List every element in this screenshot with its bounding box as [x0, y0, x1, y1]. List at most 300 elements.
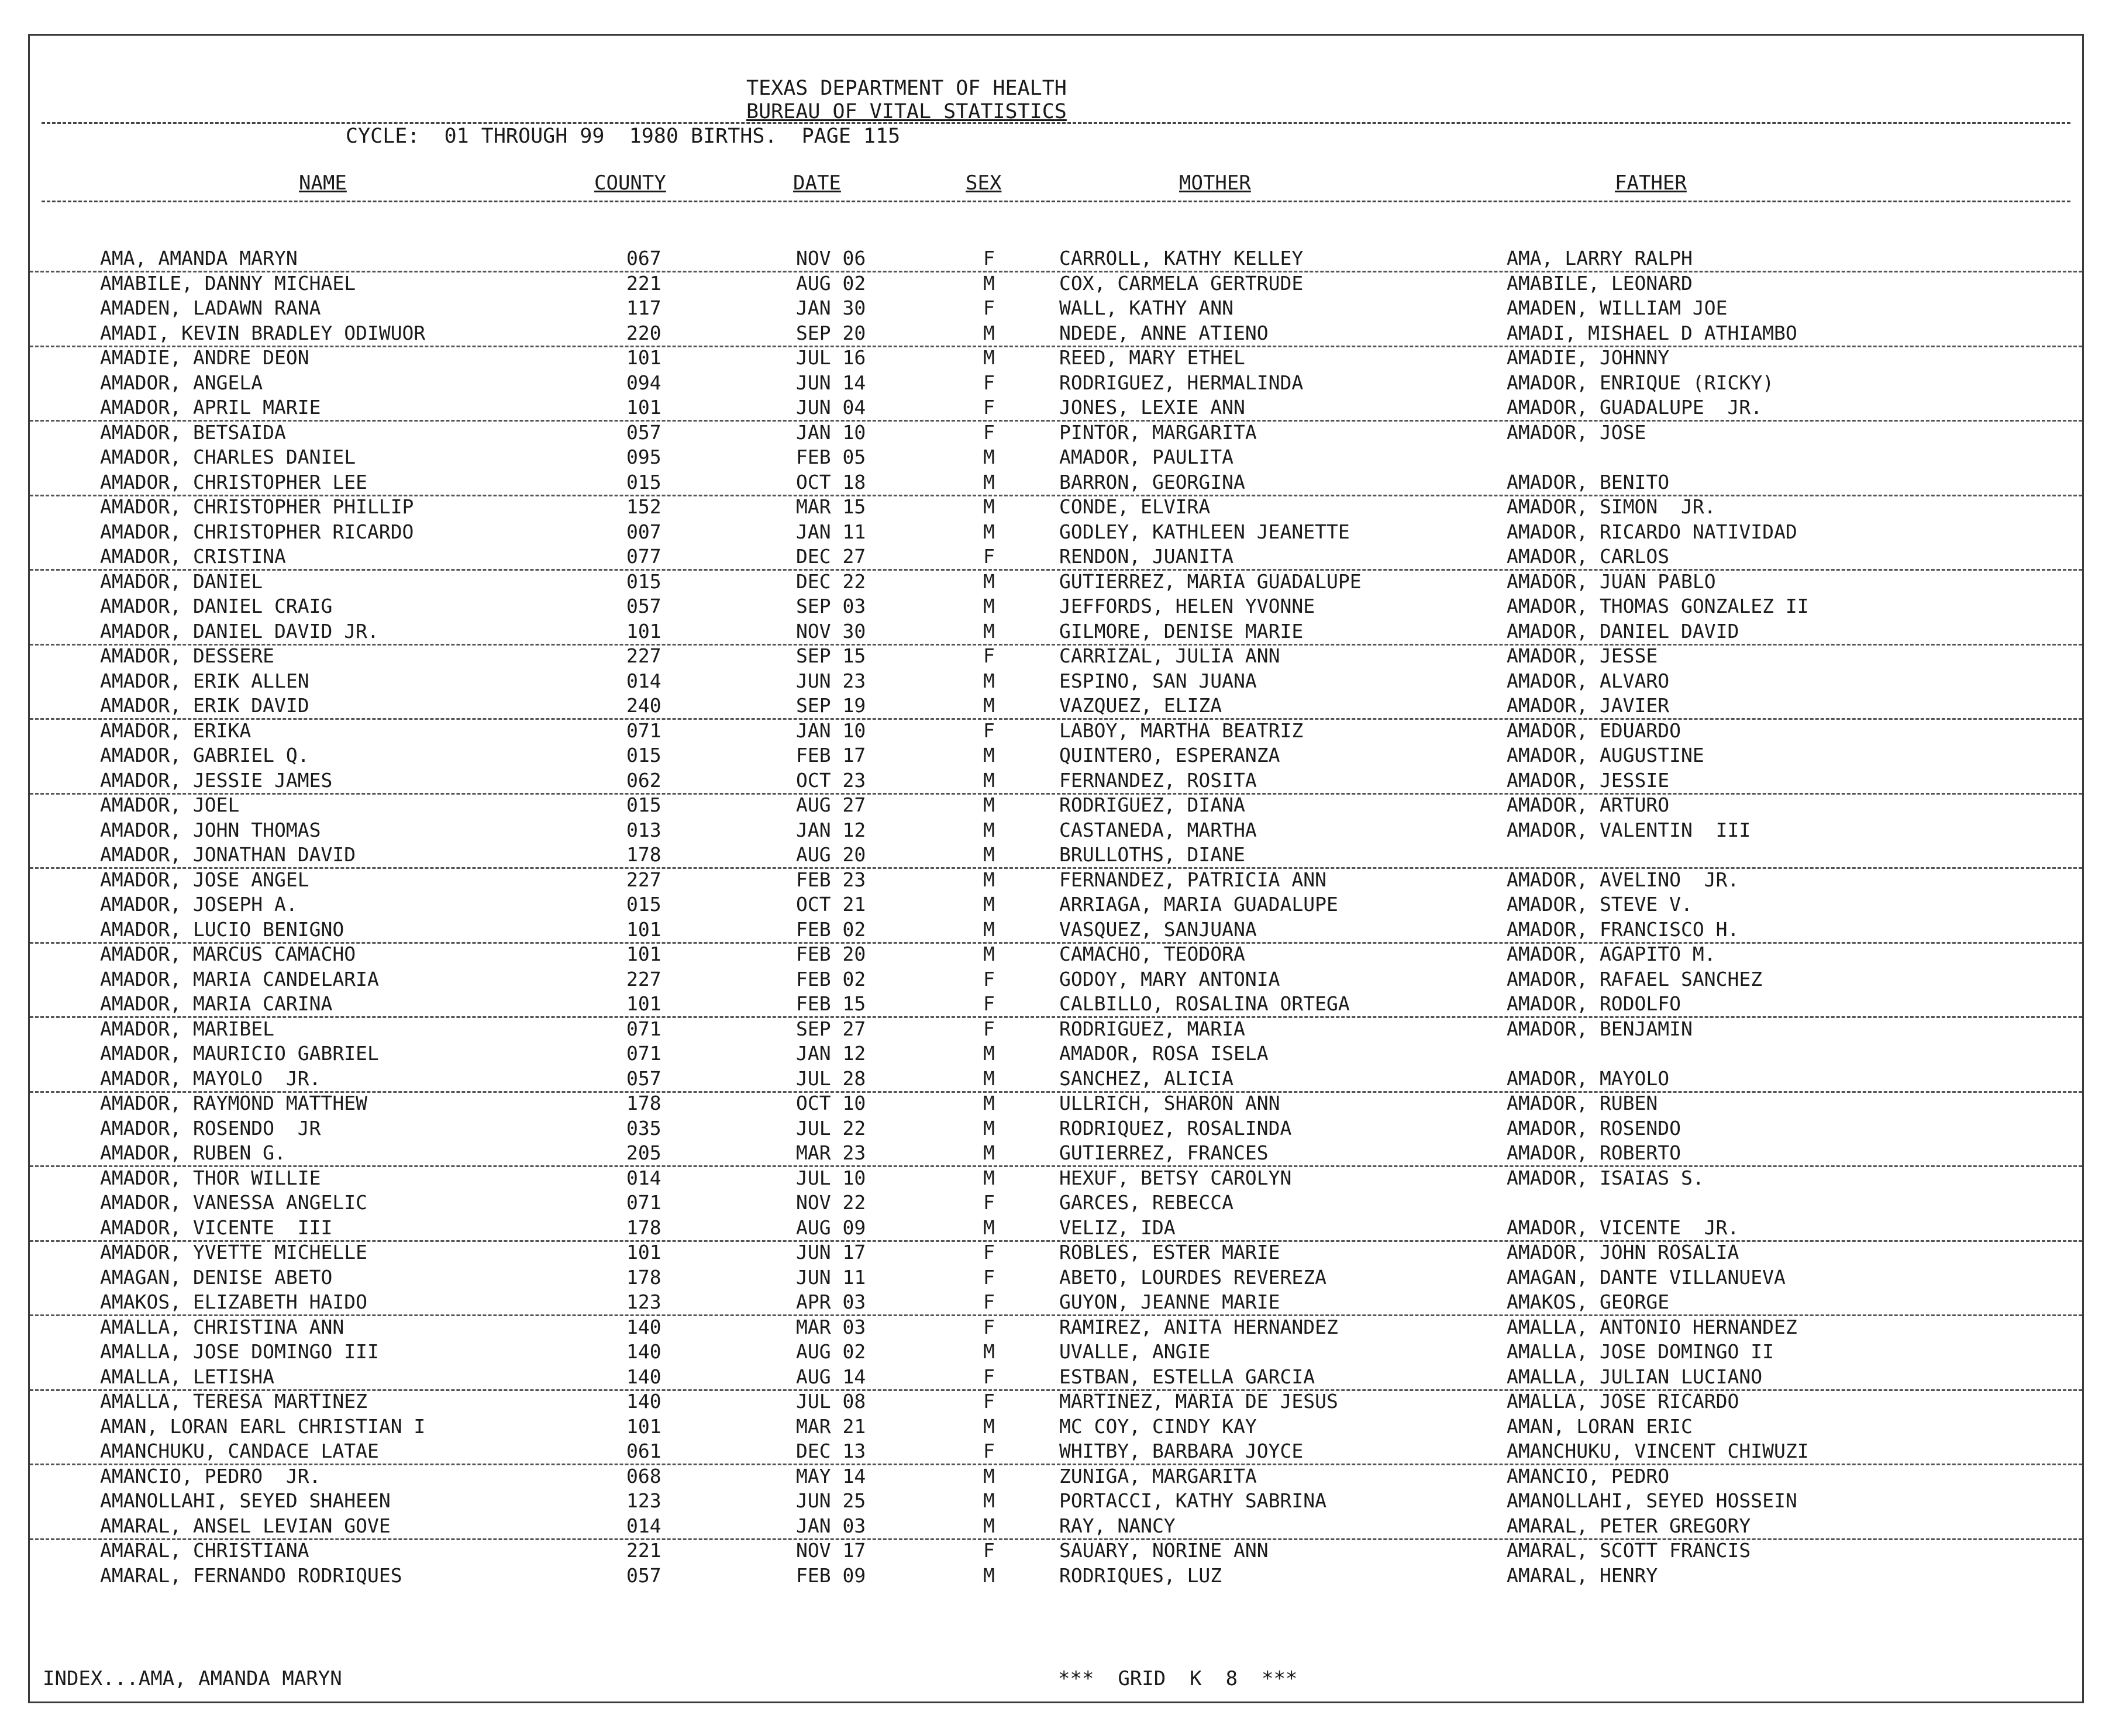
cell-name: AMADOR, ERIK ALLEN: [100, 669, 309, 692]
table-row: [30, 868, 2082, 892]
cell-name: AMADOR, CHARLES DANIEL: [100, 446, 356, 468]
cell-county: 178: [626, 1216, 661, 1239]
cell-mother: GODOY, MARY ANTONIA: [1059, 967, 1280, 990]
index-footer: INDEX...AMA, AMANDA MARYN: [43, 1667, 342, 1690]
cell-name: AMADOR, MARIA CANDELARIA: [100, 967, 379, 990]
table-row: [30, 1464, 2082, 1489]
table-row: [30, 271, 2082, 296]
cell-father: AMANCIO, PEDRO: [1507, 1464, 1670, 1487]
cell-father: AMANOLLAHI, SEYED HOSSEIN: [1507, 1489, 1797, 1512]
table-row: [30, 1389, 2082, 1414]
cell-father: AMADOR, GUADALUPE JR.: [1507, 396, 1763, 419]
cell-date: JAN 10: [796, 719, 866, 742]
cell-name: AMADOR, CHRISTOPHER RICARDO: [100, 520, 414, 543]
cell-father: AMADOR, FRANCISCO H.: [1507, 917, 1739, 941]
table-row: [30, 619, 2082, 646]
cell-sex: M: [983, 619, 995, 643]
cell-date: SEP 15: [796, 644, 866, 667]
cell-county: 057: [626, 1564, 661, 1587]
cell-county: 057: [626, 420, 661, 444]
cell-county: 068: [626, 1464, 661, 1487]
cell-sex: M: [983, 793, 995, 816]
cell-county: 140: [626, 1315, 661, 1338]
cell-mother: GUTIERREZ, FRANCES: [1059, 1141, 1269, 1164]
cell-name: AMADOR, VICENTE III: [100, 1216, 333, 1239]
column-county: COUNTY: [594, 171, 666, 195]
cell-date: DEC 13: [796, 1440, 866, 1462]
cell-sex: M: [983, 595, 995, 617]
cell-date: MAR 21: [796, 1414, 866, 1438]
cell-mother: JONES, LEXIE ANN: [1059, 396, 1245, 419]
cell-county: 077: [626, 545, 661, 568]
cell-name: AMALLA, CHRISTINA ANN: [100, 1315, 344, 1338]
cell-county: 101: [626, 346, 661, 369]
cell-name: AMADOR, JOEL: [100, 793, 240, 816]
cell-father: AMA, LARRY RALPH: [1507, 247, 1693, 270]
cell-name: AMAKOS, ELIZABETH HAIDO: [100, 1290, 367, 1313]
cell-father: AMADOR, VALENTIN III: [1507, 818, 1751, 841]
cell-father: AMADOR, STEVE V.: [1507, 893, 1693, 916]
cell-sex: F: [983, 247, 995, 270]
cell-date: AUG 14: [796, 1365, 866, 1388]
cell-name: AMADOR, DESSERE: [100, 644, 275, 667]
cell-father: AMADOR, ARTURO: [1507, 793, 1670, 816]
cell-county: 101: [626, 619, 661, 643]
cell-sex: M: [983, 669, 995, 692]
cell-mother: VELIZ, IDA: [1059, 1216, 1176, 1239]
cell-date: MAR 03: [796, 1315, 866, 1338]
cell-mother: BARRON, GEORGINA: [1059, 470, 1245, 493]
cell-date: AUG 20: [796, 843, 866, 866]
cell-name: AMADOR, JESSIE JAMES: [100, 768, 333, 792]
cell-mother: ULLRICH, SHARON ANN: [1059, 1092, 1280, 1114]
cell-date: JAN 10: [796, 420, 866, 444]
table-row: [30, 1538, 2082, 1563]
cell-county: 071: [626, 1191, 661, 1214]
cell-sex: M: [983, 1092, 995, 1114]
table-row: [30, 246, 2082, 272]
cell-name: AMANOLLAHI, SEYED SHAHEEN: [100, 1489, 391, 1512]
cell-father: AMALLA, JOSE RICARDO: [1507, 1390, 1739, 1413]
cell-mother: FERNANDEZ, ROSITA: [1059, 768, 1257, 792]
cell-mother: PORTACCI, KATHY SABRINA: [1059, 1489, 1326, 1512]
cell-sex: F: [983, 420, 995, 444]
table-row: [30, 1315, 2082, 1340]
cell-sex: M: [983, 917, 995, 941]
cell-county: 007: [626, 520, 661, 543]
cell-date: DEC 27: [796, 545, 866, 568]
cell-name: AMAGAN, DENISE ABETO: [100, 1265, 333, 1289]
cell-county: 101: [626, 1414, 661, 1438]
cell-sex: M: [983, 818, 995, 841]
cell-name: AMADOR, BETSAIDA: [100, 420, 286, 444]
table-row: [30, 346, 2082, 370]
cell-father: AMADOR, RODOLFO: [1507, 992, 1681, 1015]
cell-date: FEB 15: [796, 992, 866, 1015]
cell-mother: SAUARY, NORINE ANN: [1059, 1539, 1269, 1562]
cell-sex: M: [983, 495, 995, 518]
cell-county: 227: [626, 644, 661, 667]
cell-name: AMABILE, DANNY MICHAEL: [100, 271, 356, 295]
cell-mother: HEXUF, BETSY CAROLYN: [1059, 1166, 1292, 1189]
table-row: [30, 768, 2082, 795]
cell-sex: M: [983, 768, 995, 792]
cell-sex: M: [983, 1141, 995, 1164]
cell-mother: GILMORE, DENISE MARIE: [1059, 619, 1304, 643]
cell-mother: RENDON, JUANITA: [1059, 545, 1234, 568]
cell-county: 140: [626, 1390, 661, 1413]
column-date: DATE: [793, 171, 841, 195]
cell-father: AMADOR, ISAIAS S.: [1507, 1166, 1704, 1189]
cell-father: AMADOR, RUBEN: [1507, 1092, 1658, 1114]
cell-sex: M: [983, 1166, 995, 1189]
cell-county: 057: [626, 595, 661, 617]
cell-sex: F: [983, 644, 995, 667]
cell-sex: F: [983, 296, 995, 319]
cell-county: 101: [626, 396, 661, 419]
cell-mother: GODLEY, KATHLEEN JEANETTE: [1059, 520, 1350, 543]
cell-name: AMADOR, RAYMOND MATTHEW: [100, 1092, 367, 1114]
cell-sex: F: [983, 1365, 995, 1388]
cell-county: 014: [626, 669, 661, 692]
cycle-line: CYCLE: 01 THROUGH 99 1980 BIRTHS. PAGE 115: [346, 125, 901, 148]
cell-sex: F: [983, 967, 995, 990]
cell-mother: RODRIGUEZ, MARIA: [1059, 1017, 1245, 1040]
cell-sex: M: [983, 1340, 995, 1363]
cell-mother: LABOY, MARTHA BEATRIZ: [1059, 719, 1304, 742]
cell-mother: WHITBY, BARBARA JOYCE: [1059, 1440, 1304, 1462]
cell-date: AUG 02: [796, 1340, 866, 1363]
cell-date: JUN 14: [796, 371, 866, 394]
cell-date: FEB 02: [796, 917, 866, 941]
cell-mother: MC COY, CINDY KAY: [1059, 1414, 1257, 1438]
cell-date: JUN 25: [796, 1489, 866, 1512]
cell-date: FEB 09: [796, 1564, 866, 1587]
department-title: TEXAS DEPARTMENT OF HEALTH: [746, 77, 1067, 100]
cell-county: 101: [626, 943, 661, 965]
cell-date: SEP 19: [796, 694, 866, 717]
cell-father: AMADOR, BENITO: [1507, 470, 1670, 493]
table-row: [30, 1166, 2082, 1190]
cell-name: AMADOR, RUBEN G.: [100, 1141, 286, 1164]
cell-sex: M: [983, 893, 995, 916]
cell-date: JAN 11: [796, 520, 866, 543]
cell-name: AMALLA, LETISHA: [100, 1365, 275, 1388]
cell-mother: COX, CARMELA GERTRUDE: [1059, 271, 1304, 295]
cell-mother: UVALLE, ANGIE: [1059, 1340, 1211, 1363]
cell-date: JUL 28: [796, 1067, 866, 1090]
cell-county: 101: [626, 1241, 661, 1264]
cell-sex: M: [983, 470, 995, 493]
table-row: [30, 1439, 2082, 1465]
cell-mother: CAMACHO, TEODORA: [1059, 943, 1245, 965]
cell-date: JAN 03: [796, 1514, 866, 1537]
table-row: [30, 917, 2082, 944]
cell-county: 123: [626, 1489, 661, 1512]
table-row: [30, 1141, 2082, 1167]
cell-father: AMADOR, JUAN PABLO: [1507, 570, 1716, 593]
cell-sex: F: [983, 1191, 995, 1214]
cell-county: 014: [626, 1166, 661, 1189]
table-row: [30, 420, 2082, 445]
cell-county: 178: [626, 1092, 661, 1114]
microfiche-page: [28, 34, 2084, 1703]
cell-mother: REED, MARY ETHEL: [1059, 346, 1245, 369]
table-row: [30, 1414, 2082, 1439]
cell-mother: ESPINO, SAN JUANA: [1059, 669, 1257, 692]
cell-father: AMADOR, DANIEL DAVID: [1507, 619, 1739, 643]
cell-father: AMAN, LORAN ERIC: [1507, 1414, 1693, 1438]
cell-date: FEB 02: [796, 967, 866, 990]
cell-county: 015: [626, 893, 661, 916]
cell-name: AMADOR, YVETTE MICHELLE: [100, 1241, 367, 1264]
cell-county: 071: [626, 1017, 661, 1040]
cell-date: NOV 06: [796, 247, 866, 270]
table-row: [30, 1365, 2082, 1391]
cell-father: AMADOR, JESSE: [1507, 644, 1658, 667]
cell-name: AMADOR, JOSEPH A.: [100, 893, 298, 916]
cell-sex: F: [983, 545, 995, 568]
cell-name: AMADOR, DANIEL DAVID JR.: [100, 619, 379, 643]
cell-date: MAY 14: [796, 1464, 866, 1487]
table-row: [30, 644, 2082, 668]
cell-father: AMARAL, PETER GREGORY: [1507, 1514, 1751, 1537]
cell-name: AMADOR, JONATHAN DAVID: [100, 843, 356, 866]
table-row: [30, 669, 2082, 693]
cell-county: 227: [626, 868, 661, 891]
table-row: [30, 445, 2082, 470]
cell-county: 015: [626, 744, 661, 767]
cell-date: MAR 23: [796, 1141, 866, 1164]
cell-date: FEB 05: [796, 446, 866, 468]
cell-sex: M: [983, 1514, 995, 1537]
cell-mother: VAZQUEZ, ELIZA: [1059, 694, 1222, 717]
cell-mother: BRULLOTHS, DIANE: [1059, 843, 1245, 866]
cell-father: AMADOR, JOHN ROSALIA: [1507, 1241, 1739, 1264]
cell-date: JUN 11: [796, 1265, 866, 1289]
cell-sex: F: [983, 1315, 995, 1338]
cell-county: 178: [626, 843, 661, 866]
cell-mother: ZUNIGA, MARGARITA: [1059, 1464, 1257, 1487]
cell-mother: WALL, KATHY ANN: [1059, 296, 1234, 319]
cell-mother: RODRIGUEZ, DIANA: [1059, 793, 1245, 816]
cell-date: JUL 22: [796, 1116, 866, 1140]
cell-sex: M: [983, 868, 995, 891]
table-row: [30, 1017, 2082, 1041]
cell-name: AMADOR, ERIK DAVID: [100, 694, 309, 717]
cell-date: OCT 18: [796, 470, 866, 493]
cell-father: AMADIE, JOHNNY: [1507, 346, 1670, 369]
table-row: [30, 719, 2082, 743]
cell-mother: RODRIQUES, LUZ: [1059, 1564, 1222, 1587]
cell-name: AMADOR, DANIEL CRAIG: [100, 595, 333, 617]
cell-father: AMALLA, JOSE DOMINGO II: [1507, 1340, 1774, 1363]
cell-sex: M: [983, 1067, 995, 1090]
cell-date: JAN 30: [796, 296, 866, 319]
table-row: [30, 1240, 2082, 1265]
cell-sex: M: [983, 321, 995, 344]
cell-father: AMADOR, ROBERTO: [1507, 1141, 1681, 1164]
cell-county: 061: [626, 1440, 661, 1462]
cell-sex: M: [983, 1414, 995, 1438]
table-row: [30, 1041, 2082, 1066]
cell-mother: GUYON, JEANNE MARIE: [1059, 1290, 1280, 1313]
cell-name: AMADOR, JOSE ANGEL: [100, 868, 309, 891]
cell-date: AUG 02: [796, 271, 866, 295]
cell-sex: M: [983, 271, 995, 295]
table-row: [30, 1265, 2082, 1290]
cell-county: 015: [626, 570, 661, 593]
cell-name: AMARAL, FERNANDO RODRIQUES: [100, 1564, 402, 1587]
cell-county: 220: [626, 321, 661, 344]
cell-sex: M: [983, 570, 995, 593]
cell-father: AMARAL, SCOTT FRANCIS: [1507, 1539, 1751, 1562]
table-row: [30, 296, 2082, 320]
cell-name: AMADOR, MARIA CARINA: [100, 992, 333, 1015]
cell-father: AMADI, MISHAEL D ATHIAMBO: [1507, 321, 1797, 344]
cell-sex: M: [983, 1489, 995, 1512]
cell-sex: M: [983, 520, 995, 543]
cell-county: 117: [626, 296, 661, 319]
cell-father: AMADOR, BENJAMIN: [1507, 1017, 1693, 1040]
cell-county: 057: [626, 1067, 661, 1090]
table-row: [30, 892, 2082, 917]
cell-county: 221: [626, 271, 661, 295]
cell-county: 014: [626, 1514, 661, 1537]
table-row: [30, 570, 2082, 594]
cell-county: 071: [626, 1042, 661, 1065]
column-sex: SEX: [966, 171, 1002, 195]
cell-county: 123: [626, 1290, 661, 1313]
column-name: NAME: [299, 171, 347, 195]
cell-name: AMADOR, MARCUS CAMACHO: [100, 943, 356, 965]
cell-name: AMADOR, CHRISTOPHER LEE: [100, 470, 367, 493]
cell-date: NOV 30: [796, 619, 866, 643]
cell-name: AMARAL, ANSEL LEVIAN GOVE: [100, 1514, 391, 1537]
cell-father: AMADOR, JAVIER: [1507, 694, 1670, 717]
cell-sex: F: [983, 1290, 995, 1313]
cell-county: 013: [626, 818, 661, 841]
cell-sex: F: [983, 1390, 995, 1413]
cell-mother: ABETO, LOURDES REVEREZA: [1059, 1265, 1326, 1289]
cell-date: AUG 09: [796, 1216, 866, 1239]
cell-sex: F: [983, 371, 995, 394]
cell-father: AMARAL, HENRY: [1507, 1564, 1658, 1587]
cell-sex: M: [983, 1464, 995, 1487]
cell-mother: JEFFORDS, HELEN YVONNE: [1059, 595, 1315, 617]
cell-father: AMADOR, AUGUSTINE: [1507, 744, 1704, 767]
cell-date: FEB 17: [796, 744, 866, 767]
cell-county: 071: [626, 719, 661, 742]
table-row: [30, 594, 2082, 619]
column-header-divider: [42, 201, 2070, 202]
cell-father: AMADOR, ALVARO: [1507, 669, 1670, 692]
cell-date: JUN 17: [796, 1241, 866, 1264]
cell-father: AMAKOS, GEORGE: [1507, 1290, 1670, 1313]
cell-date: OCT 23: [796, 768, 866, 792]
cell-mother: RODRIQUEZ, ROSALINDA: [1059, 1116, 1292, 1140]
table-row: [30, 992, 2082, 1018]
cell-county: 152: [626, 495, 661, 518]
cell-mother: ARRIAGA, MARIA GUADALUPE: [1059, 893, 1338, 916]
cell-county: 101: [626, 992, 661, 1015]
cell-date: JUN 04: [796, 396, 866, 419]
cell-father: AMADOR, THOMAS GONZALEZ II: [1507, 595, 1809, 617]
cell-date: FEB 20: [796, 943, 866, 965]
cell-father: AMANCHUKU, VINCENT CHIWUZI: [1507, 1440, 1809, 1462]
table-row: [30, 1290, 2082, 1316]
cell-county: 205: [626, 1141, 661, 1164]
cell-name: AMANCIO, PEDRO JR.: [100, 1464, 321, 1487]
cell-mother: NDEDE, ANNE ATIENO: [1059, 321, 1269, 344]
cell-name: AMADOR, GABRIEL Q.: [100, 744, 309, 767]
grid-reference: *** GRID K 8 ***: [1058, 1667, 1298, 1690]
cell-mother: AMADOR, ROSA ISELA: [1059, 1042, 1269, 1065]
cell-mother: CASTANEDA, MARTHA: [1059, 818, 1257, 841]
cell-father: AMALLA, JULIAN LUCIANO: [1507, 1365, 1763, 1388]
table-row: [30, 520, 2082, 544]
cell-name: AMADOR, ROSENDO JR: [100, 1116, 321, 1140]
cell-date: JAN 12: [796, 1042, 866, 1065]
table-row: [30, 967, 2082, 992]
cell-father: AMADOR, CARLOS: [1507, 545, 1670, 568]
cell-father: AMAGAN, DANTE VILLANUEVA: [1507, 1265, 1786, 1289]
cell-sex: M: [983, 694, 995, 717]
cell-mother: CARROLL, KATHY KELLEY: [1059, 247, 1304, 270]
table-row: [30, 1340, 2082, 1364]
table-row: [30, 321, 2082, 347]
table-row: [30, 1514, 2082, 1540]
cell-father: AMABILE, LEONARD: [1507, 271, 1693, 295]
cell-sex: M: [983, 1042, 995, 1065]
cell-county: 067: [626, 247, 661, 270]
cell-date: JUL 10: [796, 1166, 866, 1189]
cell-county: 178: [626, 1265, 661, 1289]
cell-mother: GUTIERREZ, MARIA GUADALUPE: [1059, 570, 1362, 593]
column-mother: MOTHER: [1179, 171, 1251, 195]
cell-mother: SANCHEZ, ALICIA: [1059, 1067, 1234, 1090]
cell-father: AMALLA, ANTONIO HERNANDEZ: [1507, 1315, 1797, 1338]
cell-mother: GARCES, REBECCA: [1059, 1191, 1234, 1214]
cell-sex: F: [983, 1440, 995, 1462]
cell-date: OCT 21: [796, 893, 866, 916]
cell-date: APR 03: [796, 1290, 866, 1313]
cell-name: AMALLA, JOSE DOMINGO III: [100, 1340, 379, 1363]
cell-date: JUL 08: [796, 1390, 866, 1413]
table-row: [30, 470, 2082, 496]
table-row: [30, 1067, 2082, 1093]
cell-sex: M: [983, 1116, 995, 1140]
table-row: [30, 818, 2082, 843]
table-row: [30, 743, 2082, 768]
cell-name: AMANCHUKU, CANDACE LATAE: [100, 1440, 379, 1462]
cell-date: JAN 12: [796, 818, 866, 841]
cell-father: AMADOR, VICENTE JR.: [1507, 1216, 1739, 1239]
cell-father: AMADOR, AVELINO JR.: [1507, 868, 1739, 891]
cell-mother: RODRIGUEZ, HERMALINDA: [1059, 371, 1304, 394]
table-row: [30, 395, 2082, 422]
cell-name: AMADOR, THOR WILLIE: [100, 1166, 321, 1189]
cell-mother: CARRIZAL, JULIA ANN: [1059, 644, 1280, 667]
cell-name: AMADOR, ANGELA: [100, 371, 263, 394]
cell-father: AMADOR, ROSENDO: [1507, 1116, 1681, 1140]
cell-date: NOV 22: [796, 1191, 866, 1214]
cell-county: 240: [626, 694, 661, 717]
cell-sex: F: [983, 1539, 995, 1562]
cell-sex: F: [983, 992, 995, 1015]
cell-county: 221: [626, 1539, 661, 1562]
table-row: [30, 843, 2082, 869]
